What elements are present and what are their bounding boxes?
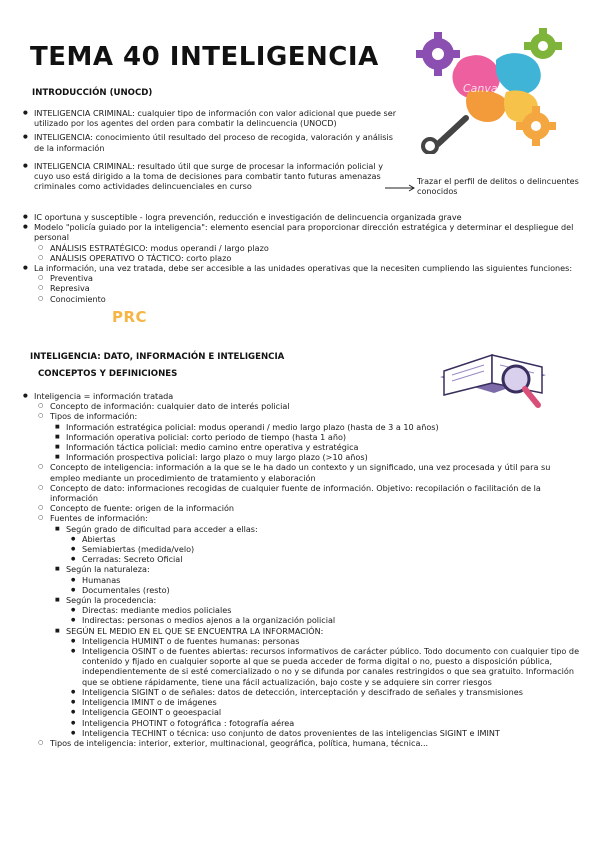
- list-item: ● Directas: mediante medios policiales: [0, 605, 580, 615]
- list-item: ● Inteligencia GEOINT o geoespacial: [0, 707, 580, 717]
- list-item: ■ SEGÚN EL MEDIO EN EL QUE SE ENCUENTRA LA INFORMACIÓN:: [0, 626, 580, 636]
- section2-subheading: CONCEPTOS Y DEFINICIONES: [38, 369, 178, 379]
- purple-gear-icon: [416, 32, 460, 76]
- intro-item: ● La información, una vez tratada, debe ser accesible a las unidades operativas que la necesiten cumpliendo las siguientes funciones:: [0, 263, 580, 273]
- intro-item: ● INTELIGENCIA CRIMINAL: cualquier tipo de información con valor adicional que puede ser utilizado por los agentes del orden para combatir la delincuencia (UNOCD): [0, 108, 402, 128]
- intro-item: ● INTELIGENCIA: conocimiento útil resultado del proceso de recogida, valoración y análisis de la información: [0, 132, 402, 152]
- section2-list: [0, 391, 580, 748]
- intro-list-continued: [0, 212, 580, 304]
- intro-item: ● INTELIGENCIA CRIMINAL: resultado útil que surge de procesar la información policial y cuyo uso está dirigido a la toma de decisiones para combatir tanto futuras amenazas criminales como actividades delincuenciales en curso: [0, 161, 402, 192]
- root-item: ● Inteligencia = información tratada: [0, 391, 580, 401]
- arrow-right-icon: [385, 184, 417, 192]
- list-item: ■ Información prospectiva policial: largo plazo o muy largo plazo (>10 años): [0, 452, 580, 462]
- list-item: ● Indirectas: personas o medios ajenos a la organización policial: [0, 615, 580, 625]
- prc-label: PRC: [112, 308, 148, 326]
- intro-list: [0, 108, 402, 191]
- list-item: ● Semiabiertas (medida/velo): [0, 544, 580, 554]
- list-item: ● Inteligencia TECHINT o técnica: uso conjunto de datos provenientes de las inteligencias SIGINT e IMINT: [0, 728, 580, 738]
- section2-heading: INTELIGENCIA: DATO, INFORMACIÓN E INTELIGENCIA: [30, 352, 285, 362]
- canva-watermark: Canva: [463, 82, 498, 95]
- list-item: ● Documentales (resto): [0, 585, 580, 595]
- funcion-item: ○ Conocimiento: [0, 294, 580, 304]
- funcion-item: ○ Preventiva: [0, 273, 580, 283]
- list-item: ● Inteligencia OSINT o de fuentes abiertas: recursos informativos de carácter público. Todo documento con cualquier tipo de contenido y fijado en cualquier soporte al que se pueda acceder de forma digital o no, puesto a disposición pública, independientemente de si esté comercializado o no y se difunda por canales restringidos o que sea gratuito. Información que se obtiene rápidamente, tiene una fácil actualización, bajo coste y se adquiere sin correr riesgos: [0, 646, 580, 687]
- list-item: ● Inteligencia PHOTINT o fotográfica : fotografía aérea: [0, 718, 580, 728]
- list-item: ■ Según grado de dificultad para acceder a ellas:: [0, 524, 580, 534]
- list-item: ○ Fuentes de información:: [0, 513, 580, 523]
- list-item: ○ Tipos de inteligencia: interior, exterior, multinacional, geográfica, política, humana, técnica...: [0, 738, 580, 748]
- intro-item: ● Modelo "policía guiado por la inteligencia": elemento esencial para proporcionar dirección estratégica y determinar el despliegue del personal: [0, 222, 580, 242]
- modelo-sub-item: ○ ANÁLISIS OPERATIVO O TÁCTICO: corto plazo: [0, 253, 580, 263]
- list-item: ● Inteligencia HUMINT o de fuentes humanas: personas: [0, 636, 580, 646]
- intro-heading: INTRODUCCIÓN (UNOCD): [32, 88, 153, 98]
- side-note: Trazar el perfil de delitos o delincuentes conocidos: [417, 176, 579, 197]
- list-item: ■ Según la procedencia:: [0, 595, 580, 605]
- intro-item: ● IC oportuna y susceptible - logra prevención, reducción e investigación de delincuencia organizada grave: [0, 212, 580, 222]
- funcion-item: ○ Represiva: [0, 283, 580, 293]
- list-item: ○ Concepto de inteligencia: información a la que se le ha dado un contexto y un significado, una vez procesada y útil para su empleo mediante un procedimiento de tratamiento y elaboración: [0, 462, 580, 482]
- list-item: ● Inteligencia SIGINT o de señales: datos de detección, interceptación y descifrado de señales y transmisiones: [0, 687, 580, 697]
- list-item: ● Cerradas: Secreto Oficial: [0, 554, 580, 564]
- list-item: ■ Según la naturaleza:: [0, 564, 580, 574]
- list-item: ● Inteligencia IMINT o de imágenes: [0, 697, 580, 707]
- list-item: ○ Concepto de dato: informaciones recogidas de cualquier fuente de información. Objetivo: recopilación o facilitación de la información: [0, 483, 580, 503]
- list-item: ■ Información operativa policial: corto periodo de tiempo (hasta 1 año): [0, 432, 580, 442]
- list-item: ■ Información táctica policial: medio camino entre operativa y estratégica: [0, 442, 580, 452]
- list-item: ○ Concepto de fuente: origen de la información: [0, 503, 580, 513]
- green-gear-icon: [524, 28, 562, 59]
- list-item: ● Humanas: [0, 575, 580, 585]
- list-item: ■ Información estratégica policial: modus operandi / medio largo plazo (hasta de 3 a 10 años): [0, 422, 580, 432]
- list-item: ● Abiertas: [0, 534, 580, 544]
- page-title: TEMA 40 INTELIGENCIA: [30, 42, 379, 72]
- modelo-sub-item: ○ ANÁLISIS ESTRATÉGICO: modus operandi / largo plazo: [0, 243, 580, 253]
- list-item: ○ Concepto de información: cualquier dato de interés policial: [0, 401, 580, 411]
- list-item: ○ Tipos de información:: [0, 411, 580, 421]
